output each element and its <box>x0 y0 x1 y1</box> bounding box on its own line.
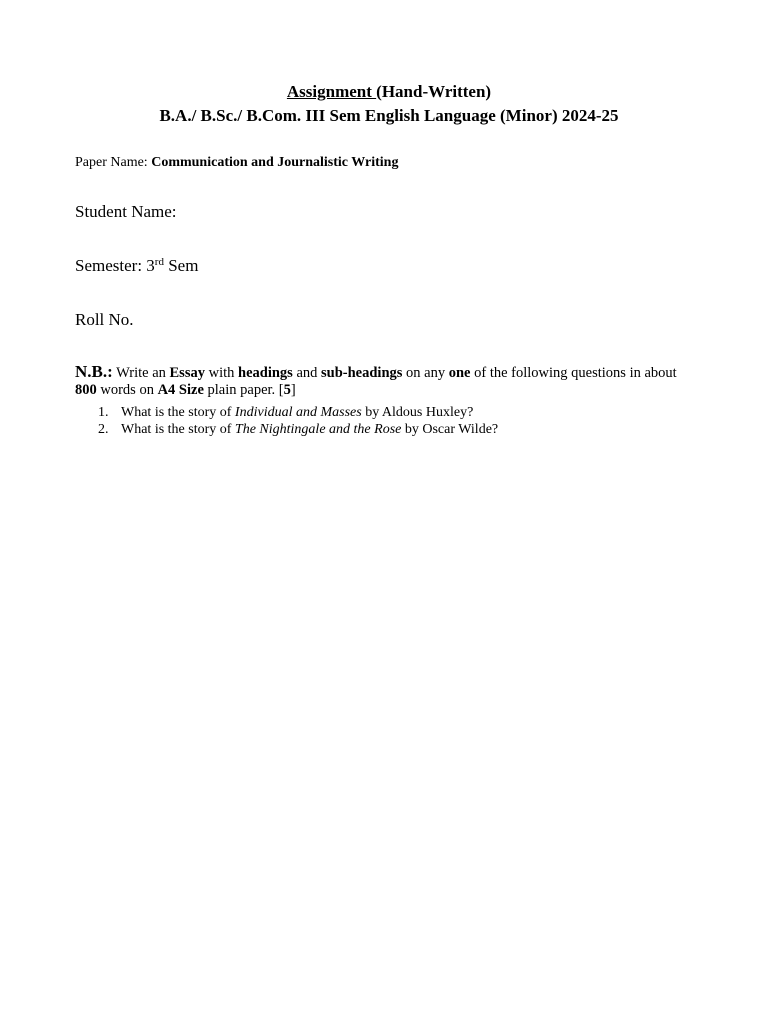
nb-text: with <box>204 365 239 381</box>
nb-bold: Essay <box>169 365 205 381</box>
semester-field <box>75 255 198 277</box>
nb-text: of the following questions in about <box>470 365 677 381</box>
list-item <box>75 421 695 438</box>
nb-text: plain paper. [ <box>203 382 284 398</box>
roll-no-field: Roll No. <box>75 310 134 329</box>
question-text: by Oscar Wilde? <box>401 422 499 437</box>
assignment-type: (Hand-Written) <box>376 82 492 101</box>
nb-text: and <box>292 365 322 381</box>
nb-bold: headings <box>238 365 293 381</box>
paper-label: Paper Name: <box>75 155 152 170</box>
nb-label: N.B.: <box>75 362 113 381</box>
question-work-title: Individual and Masses <box>234 405 362 420</box>
list-item <box>75 404 695 421</box>
assignment-title <box>0 81 768 103</box>
semester-suffix: rd <box>154 256 164 268</box>
nb-text: Write an <box>112 365 170 381</box>
question-list <box>75 404 695 438</box>
semester-label: Semester: 3 <box>75 256 155 275</box>
student-name-field: Student Name: <box>75 202 177 221</box>
course-line: B.A./ B.Sc./ B.Com. III Sem English Language (Minor) 2024-25 <box>159 106 619 125</box>
question-number: 1. <box>98 405 109 420</box>
question-number: 2. <box>98 422 109 437</box>
nb-text: on any <box>402 365 449 381</box>
question-text: What is the story of <box>121 422 235 437</box>
nb-instructions <box>75 363 695 399</box>
question-text: What is the story of <box>121 405 235 420</box>
nb-bold: one <box>448 365 471 381</box>
question-text: by Aldous Huxley? <box>361 405 474 420</box>
nb-text: ] <box>290 382 296 398</box>
assignment-word: Assignment <box>286 82 377 101</box>
nb-bold: A4 Size <box>157 382 204 398</box>
semester-unit: Sem <box>163 256 199 275</box>
nb-bold: 5 <box>283 382 291 398</box>
nb-bold: 800 <box>75 382 97 398</box>
question-work-title: The Nightingale and the Rose <box>234 422 402 437</box>
nb-bold: sub-headings <box>321 365 403 381</box>
nb-text: words on <box>96 382 158 398</box>
paper-name-line <box>75 154 398 172</box>
paper-name: Communication and Journalistic Writing <box>151 155 399 170</box>
